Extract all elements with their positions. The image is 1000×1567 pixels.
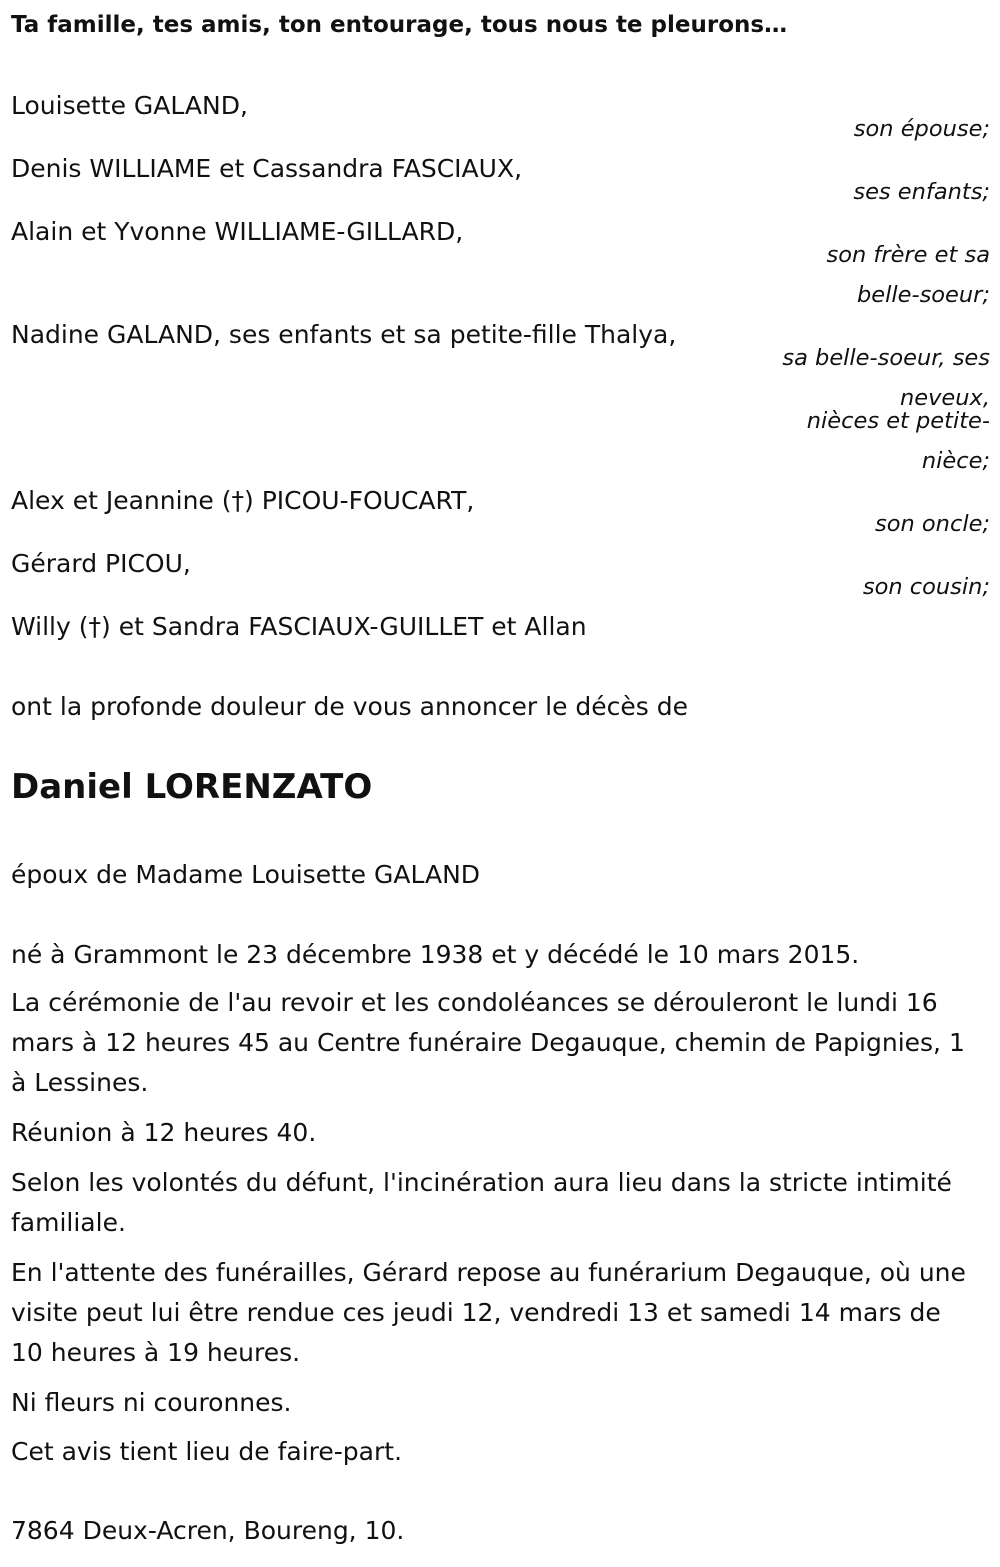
mourner-relation: son oncle; xyxy=(875,511,990,537)
mourner-name: Nadine GALAND, ses enfants et sa petite-fille Thalya, xyxy=(11,320,677,349)
mourner-name: Alain et Yvonne WILLIAME-GILLARD, xyxy=(11,217,464,246)
mourner-relation: son frère et sa xyxy=(826,242,990,268)
mourner-relation: belle-soeur; xyxy=(856,282,990,308)
announcement-text: ont la profonde douleur de vous annoncer le décès de xyxy=(11,692,689,721)
meeting-paragraph: Réunion à 12 heures 40. xyxy=(11,1118,317,1147)
deceased-name: Daniel LORENZATO xyxy=(11,767,373,807)
flowers-paragraph: Ni fleurs ni couronnes. xyxy=(11,1388,292,1417)
notice-paragraph: Cet avis tient lieu de faire-part. xyxy=(11,1437,403,1466)
cremation-paragraph: Selon les volontés du défunt, l'incinération aura lieu dans la stricte intimité familiale. xyxy=(11,1168,952,1237)
birth-death-paragraph: né à Grammont le 23 décembre 1938 et y décédé le 10 mars 2015. xyxy=(11,940,860,969)
notice-heading: Ta famille, tes amis, ton entourage, tous nous te pleurons… xyxy=(11,12,788,38)
mourner-name: Willy (†) et Sandra FASCIAUX-GUILLET et Allan xyxy=(11,612,587,641)
mourner-name: Alex et Jeannine (†) PICOU-FOUCART, xyxy=(11,486,475,515)
mourner-relation: neveux, xyxy=(900,385,990,411)
mourner-relation: sa belle-soeur, ses xyxy=(782,345,990,371)
ceremony-paragraph: La cérémonie de l'au revoir et les condoléances se dérouleront le lundi 16 mars à 12 heures 45 au Centre funéraire Degauque, chemin de Papignies, 1 à Lessines. xyxy=(11,988,965,1097)
mourner-relation: son épouse; xyxy=(853,116,990,142)
mourner-name: Denis WILLIAME et Cassandra FASCIAUX, xyxy=(11,154,523,183)
mourner-name: Louisette GALAND, xyxy=(11,91,248,120)
mourner-relation: nièces et petite- xyxy=(806,408,990,434)
address-line: 7864 Deux-Acren, Boureng, 10. xyxy=(11,1516,405,1545)
mourner-relation: son cousin; xyxy=(862,574,990,600)
visitation-paragraph: En l'attente des funérailles, Gérard repose au funérarium Degauque, où une visite peut lui être rendue ces jeudi 12, vendredi 13 et samedi 14 mars de 10 heures à 19 heures. xyxy=(11,1258,966,1367)
mourner-name: Gérard PICOU, xyxy=(11,549,191,578)
spouse-line: époux de Madame Louisette GALAND xyxy=(11,860,481,889)
mourner-relation: ses enfants; xyxy=(853,179,990,205)
mourner-relation: nièce; xyxy=(921,448,990,474)
